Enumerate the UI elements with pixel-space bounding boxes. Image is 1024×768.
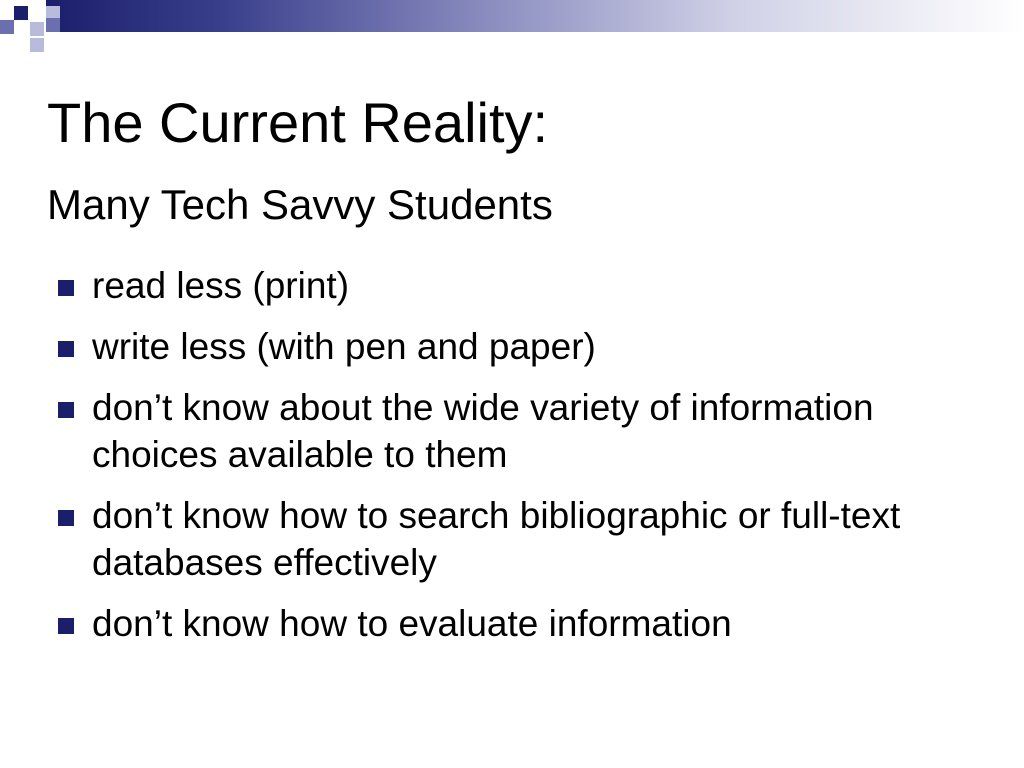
decor-square-icon <box>14 6 28 20</box>
decor-square-icon <box>30 38 44 52</box>
bullet-text: write less (with pen and paper) <box>92 326 596 367</box>
bullet-text: read less (print) <box>92 265 350 306</box>
bullet-text: don’t know how to search bibliographic or full-text databases effectively <box>92 495 901 583</box>
square-bullet-icon <box>58 402 74 418</box>
header-gradient-bar <box>46 0 1024 32</box>
header-decoration <box>0 0 1024 60</box>
bullet-text: don’t know how to evaluate information <box>92 603 732 644</box>
bullet-text: don’t know about the wide variety of information choices available to them <box>92 387 874 475</box>
list-item <box>56 384 956 478</box>
decor-square-icon <box>30 6 44 20</box>
bullet-list <box>56 262 956 661</box>
square-bullet-icon <box>58 341 74 357</box>
slide-title: The Current Reality: <box>47 91 549 154</box>
list-item <box>56 600 956 647</box>
decor-square-icon <box>30 22 44 36</box>
slide-subtitle: Many Tech Savvy Students <box>47 181 553 228</box>
list-item <box>56 492 956 586</box>
square-bullet-icon <box>58 280 74 296</box>
decor-square-icon <box>46 18 60 32</box>
square-bullet-icon <box>58 618 74 634</box>
square-bullet-icon <box>58 510 74 526</box>
list-item <box>56 262 956 309</box>
decor-square-icon <box>0 20 14 34</box>
list-item <box>56 323 956 370</box>
